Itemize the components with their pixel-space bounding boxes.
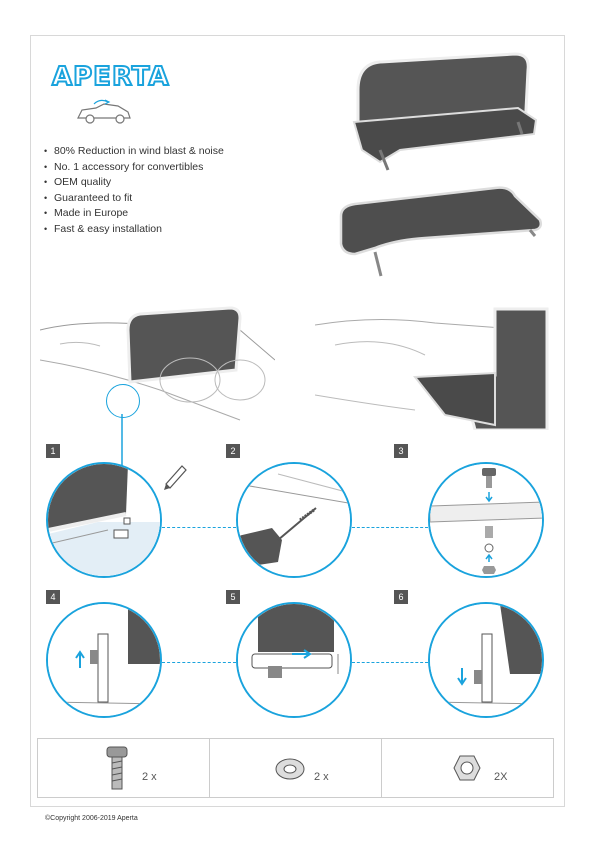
- feature-item: • No. 1 accessory for convertibles: [44, 160, 224, 176]
- step-1-detail-circle: [46, 462, 162, 578]
- part-quantity: 2 x: [142, 771, 157, 783]
- aperta-logo: APERTA: [52, 62, 170, 92]
- washer-icon: [274, 757, 306, 781]
- car-installation-overview-image: [40, 300, 275, 430]
- screw-icon: [102, 745, 132, 795]
- step-connector: [162, 527, 236, 528]
- feature-item: • Fast & easy installation: [44, 222, 224, 238]
- step-connector: [352, 662, 428, 663]
- step-number-badge: 2: [226, 444, 240, 458]
- windscreen-folded-image: [335, 178, 550, 283]
- step-3-fastening-circle: [428, 462, 544, 578]
- feature-item: • Made in Europe: [44, 206, 224, 222]
- part-cell: [210, 739, 382, 797]
- parts-table: [37, 738, 554, 798]
- part-quantity: 2X: [494, 771, 508, 783]
- car-rear-view-image: [315, 305, 550, 430]
- step-connector: [162, 662, 236, 663]
- step-2-drilling-circle: [236, 462, 352, 578]
- step-6-lower-circle: [428, 602, 544, 718]
- feature-item: • Guaranteed to fit: [44, 191, 224, 207]
- windscreen-upright-image: [340, 50, 550, 175]
- step-connector: [352, 527, 428, 528]
- step-number-badge: 6: [394, 590, 408, 604]
- step-number-badge: 4: [46, 590, 60, 604]
- feature-item: • OEM quality: [44, 175, 224, 191]
- feature-list: [44, 144, 224, 237]
- pencil-icon: [160, 460, 190, 490]
- detail-zoom-circle: [106, 384, 140, 418]
- part-cell: [382, 739, 553, 797]
- zoom-connector-line: [118, 414, 128, 466]
- copyright-text: ©Copyright 2006-2019 Aperta: [45, 815, 138, 822]
- part-quantity: 2 x: [314, 771, 329, 783]
- step-4-raise-circle: [46, 602, 162, 718]
- step-5-slide-circle: [236, 602, 352, 718]
- convertible-car-icon: [74, 96, 134, 126]
- nut-icon: [452, 753, 482, 783]
- feature-item: • 80% Reduction in wind blast & noise: [44, 144, 224, 160]
- part-cell: [38, 739, 210, 797]
- step-number-badge: 3: [394, 444, 408, 458]
- step-number-badge: 5: [226, 590, 240, 604]
- step-number-badge: 1: [46, 444, 60, 458]
